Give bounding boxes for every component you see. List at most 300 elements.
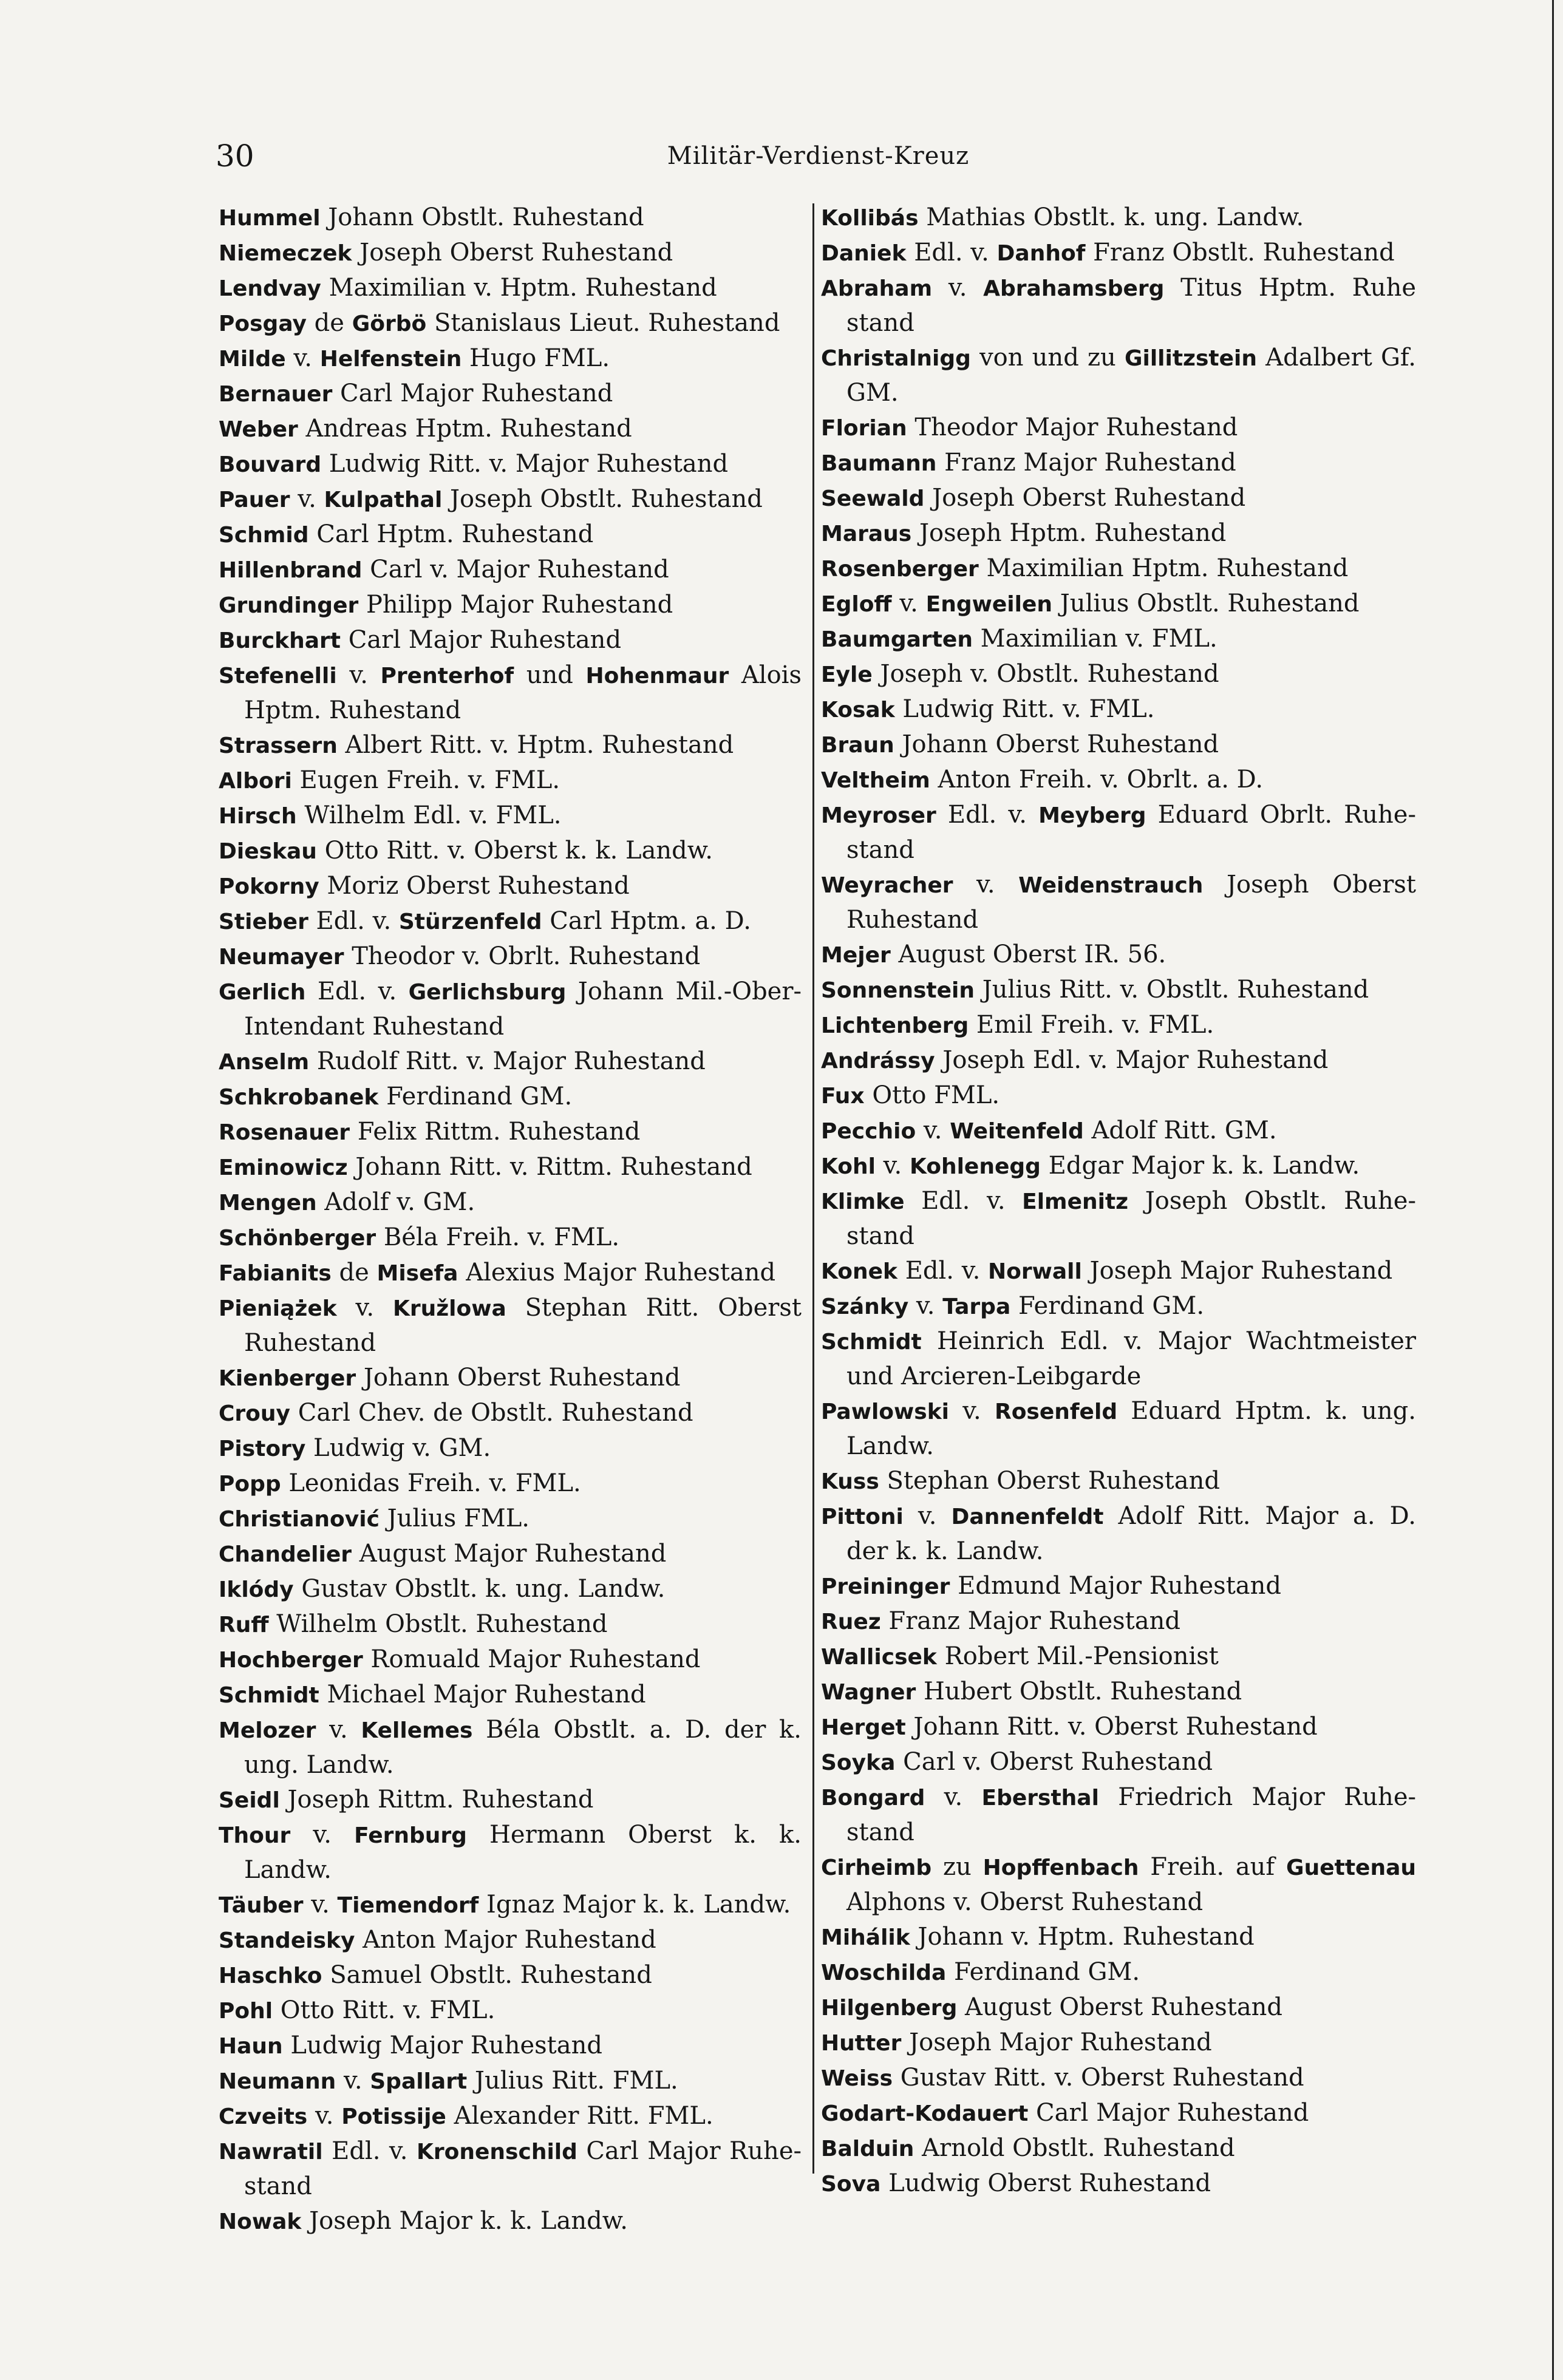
entry-name: Baumgarten — [821, 627, 973, 652]
entry-text: Carl Hptm. Ruhestand — [308, 520, 594, 548]
entry-text: Edgar Major k. k. Landw. — [1040, 1152, 1360, 1180]
entry-text: Theodor v. Obrlt. Ruhestand — [344, 942, 701, 970]
entry-name: Crouy — [219, 1401, 291, 1426]
list-item — [821, 1674, 1416, 1710]
entry-text: Wilhelm Obstlt. Ruhestand — [268, 1610, 608, 1638]
list-item — [219, 834, 802, 869]
entry-name: Kollibás — [821, 206, 919, 231]
entry-name: Iklódy — [219, 1577, 294, 1602]
list-item — [821, 2166, 1416, 2202]
entry-name: Prenterhof — [380, 664, 514, 688]
list-item — [219, 376, 802, 412]
list-item — [219, 904, 802, 939]
entry-name: Nowak — [219, 2209, 302, 2234]
list-item — [821, 1569, 1416, 1604]
entry-text: Gustav Ritt. v. Oberst Ruhestand — [893, 2064, 1304, 2092]
entry-name: Grundinger — [219, 593, 359, 618]
entry-name: Täuber — [219, 1893, 304, 1918]
entry-text: Ignaz Major k. k. Landw. — [478, 1891, 791, 1919]
entry-name: Bernauer — [219, 382, 333, 407]
entry-name: Wallicsek — [821, 1645, 937, 1670]
entry-name: Kružlowa — [392, 1296, 506, 1321]
list-item — [219, 623, 802, 658]
list-item — [219, 1818, 802, 1888]
entry-name: Gillitzstein — [1124, 346, 1258, 371]
entry-name: Kuss — [821, 1469, 879, 1494]
entry-text: Maximilian v. FML. — [972, 625, 1217, 653]
entry-name: Helfenstein — [319, 347, 462, 372]
list-item — [219, 1607, 802, 1642]
entry-text: Julius Ritt. FML. — [467, 2067, 678, 2095]
entry-text: Edl. v. — [308, 907, 399, 935]
entry-name: Potissije — [341, 2104, 446, 2129]
entry-name: Gerlichsburg — [408, 980, 567, 1005]
entry-text: Anton Freih. v. Obrlt. a. D. — [930, 766, 1264, 794]
entry-name: Schmidt — [219, 1683, 319, 1708]
list-item — [821, 200, 1416, 236]
entry-name: Bouvard — [219, 452, 322, 477]
entry-text: Wilhelm Edl. v. FML. — [296, 801, 562, 829]
entry-name: Hochberger — [219, 1648, 363, 1673]
entry-text: v. — [316, 1716, 361, 1744]
list-item — [219, 1958, 802, 1993]
entry-name: Stürzenfeld — [398, 909, 542, 934]
page-header — [216, 135, 1421, 183]
entry-name: Hummel — [219, 206, 321, 231]
entry-name: Meyroser — [821, 803, 936, 828]
list-item — [219, 798, 802, 834]
entry-text: Edl. v. — [906, 239, 997, 267]
entry-name: Kulpathal — [324, 488, 443, 512]
list-item — [219, 939, 802, 974]
list-item — [821, 1254, 1416, 1289]
list-item — [219, 1361, 802, 1396]
list-item — [219, 2204, 802, 2239]
entry-text: Freih. auf — [1139, 1853, 1287, 1881]
entry-text: v. — [949, 1397, 995, 1425]
entry-text: Hubert Obstlt. Ruhestand — [916, 1678, 1242, 1705]
list-item — [821, 1745, 1416, 1780]
entry-text: Moriz Oberst Ruhestand — [319, 872, 630, 900]
right-column — [821, 200, 1416, 2202]
entry-text: Adolf Ritt. Major a. D. der k. k. Landw. — [846, 1502, 1417, 1565]
entry-text: Adolf v. GM. — [316, 1188, 475, 1216]
entry-name: Neumann — [219, 2069, 336, 2094]
entry-text: August Oberst IR. 56. — [890, 940, 1166, 968]
column-divider — [812, 203, 814, 2174]
list-item — [219, 271, 802, 306]
list-item — [821, 446, 1416, 481]
entry-name: Maraus — [821, 522, 912, 546]
entry-name: Fernburg — [354, 1823, 467, 1848]
entry-name: Norwall — [988, 1259, 1082, 1284]
entry-text: Johann Ritt. v. Oberst Ruhestand — [905, 1713, 1318, 1741]
entry-name: Melozer — [219, 1718, 316, 1743]
entry-text: Emil Freih. v. FML. — [969, 1011, 1214, 1039]
entry-text: v. — [290, 485, 324, 513]
list-item — [219, 2099, 802, 2134]
list-item — [821, 1639, 1416, 1674]
entry-text: Julius Ritt. v. Obstlt. Ruhestand — [974, 976, 1369, 1004]
entry-name: Milde — [219, 347, 286, 372]
entry-name: Haun — [219, 2034, 283, 2059]
entry-name: Mihálik — [821, 1925, 910, 1950]
entry-name: Pistory — [219, 1436, 306, 1461]
list-item — [821, 1780, 1416, 1850]
entry-name: Egloff — [821, 592, 892, 617]
entry-text: v. — [336, 2067, 370, 2095]
entry-name: Tiemendorf — [337, 1893, 479, 1918]
list-item — [821, 868, 1416, 937]
entry-text: Carl Chev. de Obstlt. Ruhestand — [290, 1399, 693, 1427]
entry-name: Misefa — [376, 1261, 458, 1286]
list-item — [219, 1115, 802, 1150]
entry-name: Balduin — [821, 2137, 914, 2161]
list-item — [219, 341, 802, 376]
list-item — [219, 588, 802, 623]
entry-text: Adalbert Gf. GM. — [846, 344, 1416, 407]
list-item — [821, 2061, 1416, 2096]
entry-name: Niemeczek — [219, 241, 352, 266]
entry-text: Ferdinand GM. — [378, 1083, 573, 1110]
entry-name: Hirsch — [219, 804, 297, 829]
list-item — [219, 482, 802, 517]
list-item — [219, 1396, 802, 1431]
entry-text: Julius FML. — [379, 1504, 530, 1532]
entry-text: Philipp Major Ruhestand — [358, 591, 673, 619]
entry-text: Franz Major Ruhestand — [880, 1607, 1180, 1635]
entry-name: Fabianits — [219, 1261, 332, 1286]
entry-text: Robert Mil.-Pensionist — [936, 1642, 1219, 1670]
entry-name: Stefenelli — [219, 664, 337, 688]
entry-name: Mengen — [219, 1191, 317, 1216]
entry-name: Pawlowski — [821, 1399, 950, 1424]
entry-name: Chandelier — [219, 1542, 352, 1567]
entry-name: Kohl — [821, 1154, 876, 1179]
entry-name: Meyberg — [1038, 803, 1146, 828]
entry-text: v. — [953, 871, 1019, 899]
entry-text: Joseph Rittm. Ruhestand — [279, 1786, 594, 1814]
entry-text: Romuald Major Ruhestand — [363, 1645, 701, 1673]
entry-name: Schmid — [219, 523, 309, 548]
entry-name: Pokorny — [219, 874, 319, 899]
entry-name: Kronenschild — [417, 2140, 577, 2164]
entry-name: Guettenau — [1286, 1855, 1416, 1880]
entry-text: Eduard Obrlt. Ruhe-stand — [846, 801, 1416, 864]
entry-name: Soyka — [821, 1750, 896, 1775]
list-item — [821, 622, 1416, 657]
entry-text: Ludwig Oberst Ruhestand — [880, 2169, 1211, 2197]
entry-text: Edl. v. — [305, 977, 409, 1005]
list-item — [219, 1220, 802, 1256]
entry-text: Ludwig v. GM. — [305, 1434, 491, 1462]
list-item — [219, 200, 802, 236]
page-number: 30 — [216, 138, 254, 174]
entry-text: Samuel Obstlt. Ruhestand — [322, 1961, 652, 1989]
entry-text: Carl Hptm. a. D. — [542, 907, 751, 935]
entry-name: Daniek — [821, 241, 907, 266]
entry-text: Joseph Major k. k. Landw. — [301, 2207, 628, 2235]
entry-text: Edmund Major Ruhestand — [950, 1572, 1281, 1600]
entry-name: Sova — [821, 2172, 881, 2197]
list-item — [821, 2131, 1416, 2166]
entry-name: Hopffenbach — [982, 1855, 1139, 1880]
entry-name: Hutter — [821, 2031, 902, 2056]
entry-text: Joseph Oberst Ruhestand — [352, 239, 673, 267]
entry-text: Joseph v. Obstlt. Ruhestand — [872, 660, 1219, 688]
entry-name: Florian — [821, 416, 907, 441]
entry-text: Ferdinand GM. — [946, 1958, 1140, 1986]
entry-text: Franz Major Ruhestand — [936, 449, 1236, 477]
entry-text: Rudolf Ritt. v. Major Ruhestand — [309, 1047, 706, 1075]
list-item — [821, 798, 1416, 868]
list-item — [219, 1466, 802, 1501]
entry-name: Herget — [821, 1715, 906, 1740]
entry-name: Mejer — [821, 943, 891, 968]
entry-text: Carl Major Ruhestand — [332, 379, 613, 407]
entry-text: Arnold Obstlt. Ruhestand — [914, 2134, 1235, 2162]
running-title: Militär-Verdienst-Kreuz — [667, 142, 970, 170]
entry-text: Alois Hptm. Ruhestand — [244, 661, 802, 724]
list-item — [821, 341, 1416, 410]
entry-name: Thour — [219, 1823, 291, 1848]
entry-name: Hilgenberg — [821, 1996, 958, 2021]
entry-name: Anselm — [219, 1050, 310, 1075]
entry-text: Joseph Oberst Ruhestand — [924, 484, 1246, 512]
list-item — [821, 1464, 1416, 1499]
list-item — [821, 1499, 1416, 1569]
entry-name: Danhof — [996, 241, 1086, 266]
entry-name: Weidenstrauch — [1018, 873, 1204, 898]
list-item — [219, 1713, 802, 1783]
entry-text: August Major Ruhestand — [352, 1540, 667, 1568]
list-item — [219, 658, 802, 728]
list-item — [219, 763, 802, 798]
list-item — [219, 728, 802, 763]
entry-name: Szánky — [821, 1294, 909, 1319]
list-item — [821, 2025, 1416, 2061]
entry-name: Haschko — [219, 1963, 322, 1988]
list-item — [219, 1501, 802, 1537]
entry-text: Eduard Hptm. k. ung. Landw. — [846, 1397, 1416, 1460]
list-item — [219, 1185, 802, 1220]
entry-text: Joseph Obstlt. Ruhe-stand — [846, 1187, 1416, 1250]
list-item — [821, 1920, 1416, 1955]
entry-text: Alexander Ritt. FML. — [446, 2102, 713, 2130]
list-item — [219, 1150, 802, 1185]
entry-text: Ludwig Ritt. v. Major Ruhestand — [321, 450, 729, 478]
entry-text: Stephan Ritt. Oberst Ruhestand — [244, 1294, 802, 1357]
entry-name: Kohlenegg — [909, 1154, 1041, 1179]
entry-name: Bongard — [821, 1786, 925, 1810]
list-item — [219, 1678, 802, 1713]
entry-text: Michael Major Ruhestand — [319, 1681, 646, 1708]
list-item — [821, 937, 1416, 973]
entry-text: Joseph Edl. v. Major Ruhestand — [935, 1046, 1329, 1074]
entry-name: Eyle — [821, 662, 873, 687]
entry-name: Görbö — [352, 311, 427, 336]
entry-name: Baumann — [821, 451, 937, 476]
entry-name: Abraham — [821, 276, 933, 301]
entry-name: Kellemes — [361, 1718, 473, 1743]
entry-text: v. — [925, 1783, 982, 1811]
entry-text: Joseph Major Ruhestand — [901, 2028, 1212, 2056]
entry-name: Sonnenstein — [821, 978, 975, 1003]
list-item — [219, 1044, 802, 1080]
page-edge-line — [1552, 0, 1554, 2380]
list-item — [219, 236, 802, 271]
entry-text: Heinrich Edl. v. Major Wachtmeister und Arcieren-Leibgarde — [846, 1327, 1416, 1390]
list-item — [821, 551, 1416, 586]
entry-name: Kosak — [821, 698, 895, 722]
entry-name: Andrássy — [821, 1049, 935, 1073]
entry-name: Lendvay — [219, 276, 321, 301]
entry-text: von und zu — [970, 344, 1125, 372]
list-item — [219, 1256, 802, 1291]
list-item — [821, 1394, 1416, 1464]
list-item — [219, 1993, 802, 2028]
entry-text: Otto Ritt. v. Oberst k. k. Landw. — [316, 837, 713, 865]
entry-text: Andreas Hptm. Ruhestand — [298, 415, 632, 443]
list-item — [821, 1043, 1416, 1078]
entry-text: Johann Ritt. v. Rittm. Ruhestand — [347, 1153, 752, 1181]
entry-text: v. — [908, 1292, 943, 1320]
entry-text: v. — [307, 2102, 342, 2130]
entry-name: Popp — [219, 1472, 281, 1497]
entry-name: Neumayer — [219, 945, 344, 970]
entry-text: Edl. v. — [904, 1187, 1023, 1215]
list-item — [821, 1184, 1416, 1254]
entry-name: Ruez — [821, 1610, 881, 1634]
list-item — [821, 1990, 1416, 2025]
entry-name: Weber — [219, 417, 298, 442]
entry-name: Elmenitz — [1022, 1189, 1129, 1214]
entry-name: Preininger — [821, 1574, 950, 1599]
list-item — [219, 306, 802, 341]
entry-text: Ludwig Ritt. v. FML. — [894, 695, 1155, 723]
entry-text: Albert Ritt. v. Hptm. Ruhestand — [337, 731, 734, 759]
entry-text: Johann Oberst Ruhestand — [356, 1364, 681, 1392]
entry-text: Franz Obstlt. Ruhestand — [1085, 239, 1395, 267]
entry-text: Stanislaus Lieut. Ruhestand — [426, 309, 780, 337]
list-item — [821, 2096, 1416, 2131]
entry-name: Dannenfeldt — [951, 1504, 1104, 1529]
entry-name: Weitenfeld — [950, 1119, 1084, 1144]
list-item — [219, 1431, 802, 1466]
entry-name: Pittoni — [821, 1504, 904, 1529]
entry-name: Dieskau — [219, 839, 317, 864]
entry-name: Klimke — [821, 1189, 905, 1214]
list-item — [821, 586, 1416, 622]
entry-name: Weyracher — [821, 873, 953, 898]
entry-text: Johann Oberst Ruhestand — [894, 730, 1219, 758]
entry-name: Nawratil — [219, 2140, 323, 2164]
entry-name: Ebersthal — [981, 1786, 1099, 1810]
list-item — [821, 1324, 1416, 1394]
entry-name: Spallart — [370, 2069, 468, 2094]
entry-text: Maximilian Hptm. Ruhestand — [978, 554, 1349, 582]
entry-name: Kienberger — [219, 1366, 356, 1391]
entry-text: Titus Hptm. Ruhe stand — [846, 274, 1416, 337]
entry-text: Carl v. Oberst Ruhestand — [895, 1748, 1213, 1776]
entry-text: August Oberst Ruhestand — [957, 1993, 1283, 2021]
entry-name: Weiss — [821, 2066, 893, 2091]
list-item — [219, 974, 802, 1044]
entry-text: Carl Major Ruhestand — [341, 626, 622, 654]
entry-text: Joseph Major Ruhestand — [1081, 1257, 1393, 1285]
entry-text: Maximilian v. Hptm. Ruhestand — [321, 274, 717, 302]
entry-name: Abrahamsberg — [983, 276, 1165, 301]
entry-name: Lichtenberg — [821, 1013, 969, 1038]
entry-text: v. — [336, 1294, 393, 1322]
entry-name: Schmidt — [821, 1330, 922, 1355]
list-item — [821, 1289, 1416, 1324]
entry-text: Hermann Oberst k. k. Landw. — [244, 1821, 802, 1884]
entry-name: Braun — [821, 733, 894, 758]
list-item — [219, 1537, 802, 1572]
entry-text: zu — [931, 1853, 983, 1881]
list-item — [821, 1078, 1416, 1114]
entry-text: Johann v. Hptm. Ruhestand — [910, 1923, 1255, 1951]
entry-text: Joseph Obstlt. Ruhestand — [442, 485, 763, 513]
entry-name: Rosenfeld — [994, 1399, 1118, 1424]
list-item — [219, 552, 802, 588]
list-item — [821, 1114, 1416, 1149]
list-item — [219, 869, 802, 904]
entry-text: v. — [290, 1821, 355, 1849]
entry-name: Cirheimb — [821, 1855, 932, 1880]
entry-text: v. — [285, 344, 320, 372]
entry-text: Johann Obstlt. Ruhestand — [320, 203, 644, 231]
list-item — [219, 2028, 802, 2064]
list-item — [821, 657, 1416, 692]
entry-name: Strassern — [219, 733, 338, 758]
list-item — [821, 973, 1416, 1008]
list-item — [821, 1955, 1416, 1990]
entry-text: Béla Obstlt. a. D. der k. ung. Landw. — [244, 1716, 802, 1779]
entry-name: Rosenberger — [821, 557, 979, 582]
entry-name: Rosenauer — [219, 1120, 350, 1145]
entry-name: Seidl — [219, 1788, 280, 1813]
entry-text: Joseph Oberst Ruhestand — [846, 871, 1416, 934]
entry-text: Hugo FML. — [461, 344, 610, 372]
entry-name: Pecchio — [821, 1119, 916, 1144]
entry-name: Burckhart — [219, 628, 341, 653]
entry-name: Wagner — [821, 1680, 916, 1705]
entry-name: Seewald — [821, 486, 925, 511]
entry-name: Pauer — [219, 488, 290, 512]
entry-text: Otto FML. — [864, 1081, 1000, 1109]
entry-text: Theodor Major Ruhestand — [907, 413, 1238, 441]
list-item — [821, 1604, 1416, 1639]
entry-name: Schkrobanek — [219, 1085, 379, 1110]
entry-text: Adolf Ritt. GM. — [1083, 1117, 1277, 1144]
entry-text: Joseph Hptm. Ruhestand — [911, 519, 1227, 547]
entry-name: Hillenbrand — [219, 558, 363, 583]
list-item — [821, 1710, 1416, 1745]
entry-text: Otto Ritt. v. FML. — [273, 1996, 495, 2024]
entry-text: Leonidas Freih. v. FML. — [281, 1469, 581, 1497]
left-column — [219, 200, 802, 2239]
list-item — [219, 1923, 802, 1958]
entry-name: Woschilda — [821, 1960, 947, 1985]
entry-text: v. — [875, 1152, 910, 1180]
entry-name: Hohenmaur — [585, 664, 729, 688]
list-item — [219, 1291, 802, 1361]
list-item — [821, 1008, 1416, 1043]
entry-text: Alphons v. Oberst Ruhestand — [846, 1888, 1204, 1916]
entry-text: und — [514, 661, 586, 689]
